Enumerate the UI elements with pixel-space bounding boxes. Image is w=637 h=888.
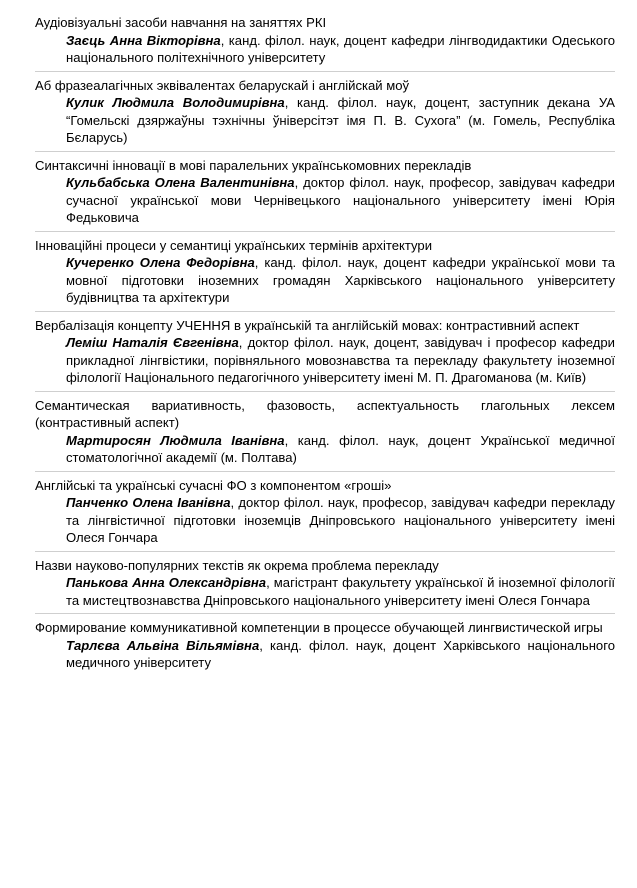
author-details: , канд. філол. наук, доцент кафедри лінгводидактики Одеського національного політехнічного університету xyxy=(66,32,615,65)
author-name: Панченко Олена Іванівна xyxy=(66,495,231,510)
author-details: , канд. філол. наук, доцент, заступник декана УА “Гомельскі дзяржаўны тэхнічны ўніверсітэт імя П. В. Сухога” (м. Гомель, Республіка Бєларусь) xyxy=(66,95,615,145)
author-details: , канд. філол. наук, доцент Харківського національного медичного університету xyxy=(66,637,615,670)
program-entry xyxy=(35,75,615,152)
talk-title: Інноваційні процеси у семантиці українських термінів архітектури xyxy=(35,237,433,253)
author-line xyxy=(66,94,615,147)
author-details: , доктор філол. наук, професор, завідувач кафедри перекладу та лінгвістичної підготовки іноземців Дніпровського національного університету імені Олеся Гончара xyxy=(66,495,615,545)
author-name: Кулик Людмила Володимирівна xyxy=(66,95,285,110)
author-details: , магістрант факультету української й іноземної філології та мистецтвознавства Дніпровського національного університету імені Олеся Гончара xyxy=(66,575,615,608)
author-line xyxy=(66,574,615,609)
author-name: Панькова Анна Олександрівна xyxy=(66,575,267,590)
author-details: , канд. філол. наук, доцент кафедри української мови та мовної підготовки іноземних громадян Харківського національного університету будівництва та архітектури xyxy=(66,255,615,305)
author-line xyxy=(66,254,615,307)
author-line xyxy=(66,334,615,387)
author-line xyxy=(66,32,615,67)
talk-title: Синтаксичні інновації в мові паралельних українськомовних перекладів xyxy=(35,157,472,173)
program-entry xyxy=(35,315,615,392)
author-line xyxy=(66,432,615,467)
program-entry xyxy=(35,555,615,615)
author-details: , доктор філол. наук, доцент, завідувач і професор кафедри прикладної лінгвістики, порівняльного мовознавства та перекладу факультету іноземної філології Національного педагогічного університету імені М. П. Драгоманова (м. Київ) xyxy=(66,335,615,385)
program-list xyxy=(35,12,615,679)
talk-title: Англійські та українські сучасні ФО з компонентом «гроші» xyxy=(35,477,392,493)
talk-title: Формирование коммуникативной компетенции в процессе обучающей лингвистической игры xyxy=(35,620,603,635)
author-name: Кульбабська Олена Валентинівна xyxy=(66,175,295,190)
talk-title: Аб фразеалагічных эквівалентах беларускай і англійскай моў xyxy=(35,77,410,93)
program-entry xyxy=(35,12,615,72)
author-line xyxy=(66,637,615,672)
program-entry xyxy=(35,475,615,552)
talk-title: Назви науково-популярних текстів як окрема проблема перекладу xyxy=(35,557,439,573)
talk-title: Аудіовізуальні засоби навчання на заняттях РКІ xyxy=(35,15,327,30)
author-name: Кучеренко Олена Федорівна xyxy=(66,255,255,270)
author-details: , канд. філол. наук, доцент Української медичної стоматологічної академії (м. Полтава) xyxy=(66,432,615,465)
author-name: Леміш Наталія Євгенівна xyxy=(66,335,239,350)
program-entry xyxy=(35,617,615,676)
program-entry xyxy=(35,395,615,472)
author-name: Мартиросян Людмила Іванівна xyxy=(66,432,285,448)
program-entry xyxy=(35,235,615,312)
program-entry xyxy=(35,155,615,232)
talk-title: Семантическая вариативность, фазовость, аспектуальность глагольных лексем (контрастивный аспект) xyxy=(35,397,615,430)
author-name: Заєць Анна Вікторівна xyxy=(66,32,221,48)
talk-title: Вербалізація концепту УЧЕННЯ в українській та англійській мовах: контрастивний аспект xyxy=(35,317,580,333)
author-details: , доктор філол. наук, професор, завідувач кафедри сучасної української мови Чернівецького національного університету імені Юрія Федьковича xyxy=(66,175,615,225)
author-name: Тарлєва Альвіна Вільямівна xyxy=(66,637,260,653)
author-line xyxy=(66,174,615,227)
author-line xyxy=(66,494,615,547)
